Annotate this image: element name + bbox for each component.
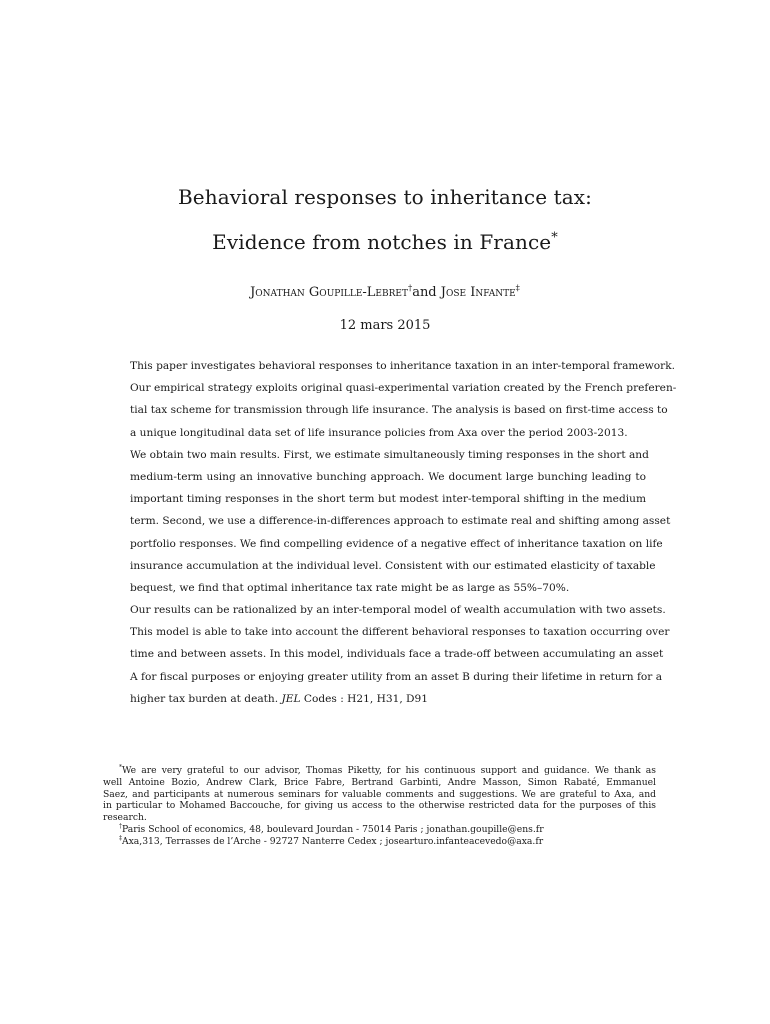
abstract-line: insurance accumulation at the individual level. Consistent with our estimated elasticity of taxable <box>130 559 656 572</box>
abstract-line: portfolio responses. We find compelling evidence of a negative effect of inheritance taxation on life <box>130 537 663 550</box>
jel-label: JEL <box>281 692 301 705</box>
footnote-mark: † <box>119 822 122 830</box>
title-footnote-mark: * <box>551 230 558 246</box>
footnote-line: well Antoine Bozio, Andrew Clark, Brice Fabre, Bertrand Garbinti, Andre Masson, Simon Rabaté, Emmanuel <box>103 776 656 788</box>
footnotes <box>103 765 656 848</box>
abstract-line: We obtain two main results. First, we estimate simultaneously timing responses in the short and <box>130 448 649 461</box>
abstract-line: This paper investigates behavioral responses to inheritance taxation in an inter-temporal framework. <box>130 360 676 372</box>
abstract-line: bequest, we find that optimal inheritance tax rate might be as large as 55%–70%. <box>130 581 570 594</box>
abstract-line: This model is able to take into account the different behavioral responses to taxation occurring over <box>130 626 670 639</box>
abstract-line: tial tax scheme for transmission through life insurance. The analysis is based on first-time access to <box>130 404 668 417</box>
footnote-line: in particular to Mohamed Baccouche, for giving us access to the otherwise restricted data for the purposes of this <box>103 800 656 812</box>
footnote-line: research. <box>103 812 147 824</box>
author-list <box>0 282 770 300</box>
author-footnote-mark: ‡ <box>515 282 520 293</box>
abstract-line: a unique longitudinal data set of life insurance policies from Axa over the period 2003-2013. <box>130 426 628 439</box>
abstract-line: A for fiscal purposes or enjoying greater utility from an asset B during their lifetime in return for a <box>130 670 663 683</box>
footnote-line: Saez, and participants at numerous seminars for valuable comments and suggestions. We are grateful to Axa, and <box>103 788 656 800</box>
author-name: Jonathan Goupille-Lebret <box>250 285 408 300</box>
abstract-last-line <box>130 688 646 710</box>
author-footnote-mark: † <box>407 282 413 293</box>
abstract-line: time and between assets. In this model, individuals face a trade-off between accumulating an asset <box>130 648 664 661</box>
footnote-mark: ‡ <box>119 834 122 842</box>
paper-title-line-1: Behavioral responses to inheritance tax: <box>177 185 593 209</box>
author-name: Jose Infante <box>440 285 516 300</box>
footnote-line <box>103 765 656 777</box>
jel-codes: Codes : H21, H31, D91 <box>303 692 429 705</box>
footnote-mark: * <box>119 763 122 771</box>
abstract-text: higher tax burden at death. <box>130 692 279 705</box>
footnote-text: Axa,313, Terrasses de l’Arche - 92727 Nanterre Cedex ; josearturo.infanteacevedo@axa.fr <box>121 835 544 847</box>
author-connector: and <box>412 285 437 300</box>
footnote-text: Paris School of economics, 48, boulevard Jourdan - 75014 Paris ; jonathan.goupille@ens.fr <box>121 823 544 835</box>
abstract-line: Our results can be rationalized by an inter-temporal model of wealth accumulation with two assets. <box>130 604 666 617</box>
footnote-line <box>103 824 656 836</box>
title-line-2-text: Evidence from notches in France <box>212 230 552 254</box>
publication-date: 12 mars 2015 <box>339 318 431 333</box>
footnote-line <box>103 836 656 848</box>
footnote-text: We are very grateful to our advisor, Thomas Piketty, for his continuous support and guidance. We thank as <box>121 765 656 776</box>
abstract-line: Our empirical strategy exploits original quasi-experimental variation created by the French preferen- <box>130 382 677 395</box>
abstract <box>130 355 677 710</box>
paper-title-line-2 <box>0 230 770 254</box>
abstract-line: term. Second, we use a difference-in-differences approach to estimate real and shifting among asset <box>130 515 671 528</box>
abstract-line: important timing responses in the short term but modest inter-temporal shifting in the medium <box>130 493 646 506</box>
abstract-line: medium-term using an innovative bunching approach. We document large bunching leading to <box>130 470 646 483</box>
